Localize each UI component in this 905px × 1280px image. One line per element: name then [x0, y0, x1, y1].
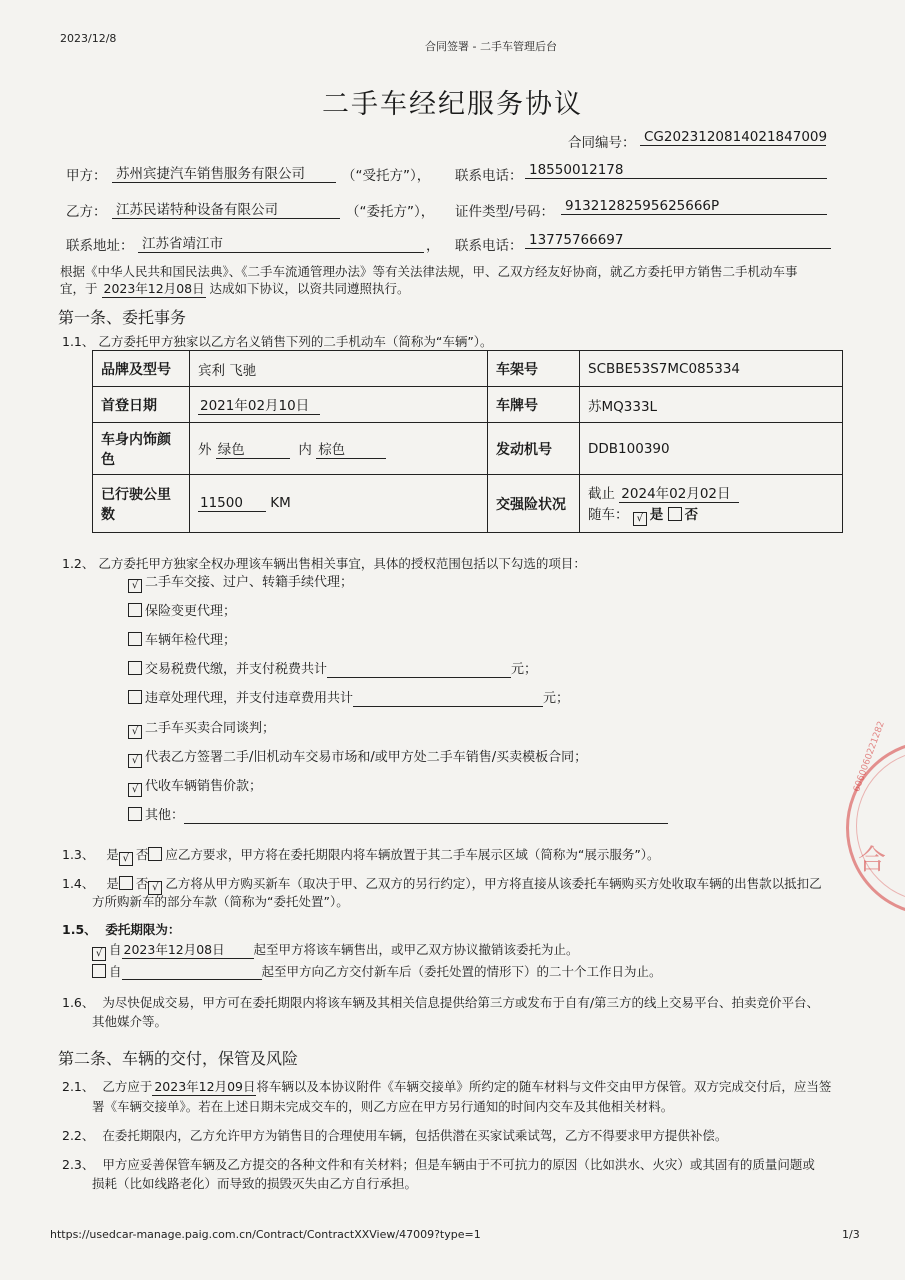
option-checkbox: √ [128, 754, 142, 768]
clause-1-6-text2: 其他媒介等。 [92, 1014, 168, 1029]
document-title: 二手车经纪服务协议 [322, 89, 583, 120]
party-b-label: 乙方： [66, 204, 107, 220]
vin-value: SCBBE53S7MC085334 [580, 351, 843, 387]
color-label: 车身内饰颜色 [93, 423, 190, 475]
term-line-2 [92, 962, 662, 980]
clause-1-1: 1.1、 乙方委托甲方独家以乙方名义销售下列的二手机动车（简称为“车辆”）。 [62, 334, 493, 349]
insurance-date: 2024年02月02日 [619, 482, 739, 503]
clause-1-3-no-label: 否 [135, 847, 149, 862]
clause-2-3-no: 2.3、 [62, 1157, 95, 1172]
term-2-pre: 自 [109, 964, 122, 979]
option-blank [184, 808, 668, 824]
authorization-option [128, 687, 569, 707]
clause-1-3-no: 1.3、 [62, 847, 95, 862]
clause-1-3-yes-checkbox: √ [119, 852, 133, 866]
option-checkbox: √ [128, 725, 142, 739]
clause-1-6-no: 1.6、 [62, 995, 95, 1010]
option-label: 其他： [145, 808, 185, 823]
clause-1-4-no-label: 否 [135, 876, 149, 891]
clause-2-1-post: 将车辆以及本协议附件《车辆交接单》所约定的随车材料与文件交由甲方保管。双方完成交付后，应当签 [256, 1079, 832, 1094]
clause-1-5-title: 委托期限为： [105, 922, 181, 937]
contact-addr-label: 联系地址： [66, 238, 134, 254]
contract-no-value: CG2023120814021847009 [640, 129, 826, 146]
exterior-prefix: 外 [198, 442, 212, 458]
option-checkbox [128, 661, 142, 675]
seal-char: 合 [858, 843, 887, 876]
authorization-option [128, 775, 262, 797]
authorization-option [128, 717, 275, 739]
clause-2-3-text1: 甲方应妥善保管车辆及乙方提交的各种文件和有关材料；但是车辆由于不可抗力的原因（比如洪水、火灾）或其固有的质量问题或 [102, 1157, 815, 1172]
intro-line1: 根据《中华人民共和国民法典》、《二手车流通管理办法》等有关法律法规，甲、乙双方经友好协商，就乙方委托甲方销售二手机动车事 [60, 264, 798, 279]
article-1-title: 第一条、委托事务 [58, 308, 187, 327]
party-a-name: 苏州宾捷汽车销售服务有限公司 [112, 162, 336, 183]
mileage-cell [190, 475, 488, 533]
intro-date: 2023年12月08日 [103, 281, 205, 296]
vehicle-info-table [92, 350, 843, 533]
clause-1-5 [62, 920, 180, 938]
clause-2-2 [62, 1126, 727, 1144]
option-checkbox [128, 690, 142, 704]
clause-1-4-yes: 是 [106, 876, 119, 891]
authorization-option [128, 600, 236, 619]
contact-phone-label: 联系电话： [455, 238, 523, 254]
insurance-no-label: 否 [684, 506, 699, 523]
party-b-name: 江苏民诺特种设备有限公司 [112, 198, 340, 219]
term-1-pre: 自 [109, 942, 122, 957]
vin-label: 车架号 [488, 351, 580, 387]
brand-value: 宾利 飞驰 [190, 351, 488, 387]
clause-2-2-no: 2.2、 [62, 1128, 95, 1143]
clause-2-1-no: 2.1、 [62, 1079, 95, 1094]
clause-1-2: 1.2、 乙方委托甲方独家全权办理该车辆出售相关事宜，具体的授权范围包括以下勾选的项目： [62, 556, 586, 571]
party-a-role: （“受托方”）， [342, 168, 431, 184]
option-checkbox: √ [128, 579, 142, 593]
term-2-post: 起至甲方向乙方交付新车后（委托处置的情形下）的二十个工作日为止。 [261, 964, 662, 979]
option-checkbox [128, 807, 142, 821]
mileage-value: 11500 [198, 495, 266, 512]
clause-1-4-text1: 乙方将从甲方购买新车（取决于甲、乙双方的另行约定），甲方将直接从该委托车辆购买方处收取车辆的出售款以抵扣乙 [165, 876, 822, 891]
brand-label: 品牌及型号 [93, 351, 190, 387]
clause-1-4-yes-checkbox [119, 876, 133, 890]
clause-1-4-no: 1.4、 [62, 876, 95, 891]
insurance-cell [580, 475, 843, 533]
option-checkbox [128, 632, 142, 646]
footer-url[interactable]: https://usedcar-manage.paig.com.cn/Contract/ContractXXView/47009?type=1 [50, 1228, 481, 1241]
clause-2-3 [62, 1155, 815, 1173]
plate-label: 车牌号 [488, 387, 580, 423]
mileage-label: 已行驶公里数 [93, 475, 190, 533]
term-1-post: 起至甲方将该车辆售出，或甲乙双方协议撤销该委托为止。 [253, 942, 579, 957]
option-blank [353, 691, 543, 707]
insurance-prefix: 截止 [588, 485, 615, 502]
clause-1-4-no-checkbox: √ [148, 881, 162, 895]
authorization-option [128, 804, 668, 824]
insurance-with-car: 随车： [588, 506, 629, 523]
insurance-no-checkbox [668, 507, 682, 521]
option-blank [327, 662, 511, 678]
authorization-option [128, 629, 236, 648]
mileage-unit: KM [270, 495, 291, 511]
contract-no-label: 合同编号： [568, 135, 636, 151]
clause-2-1-pre: 乙方应于 [102, 1079, 153, 1094]
clause-2-3-text2: 损耗（比如线路老化）而导致的损毁灭失由乙方自行承担。 [92, 1176, 418, 1191]
clause-1-6-text1: 为尽快促成交易，甲方可在委托期限内将该车辆及其相关信息提供给第三方或发布于自有/第三方的线上交易平台、拍卖竞价平台、 [102, 995, 820, 1010]
reg-date-label: 首登日期 [93, 387, 190, 423]
page-site-title: 合同签署 - 二手车管理后台 [425, 40, 557, 53]
option-label: 车辆年检代理； [145, 633, 237, 648]
option-label: 违章处理代理，并支付违章费用共计 [145, 691, 354, 706]
insurance-label: 交强险状况 [488, 475, 580, 533]
clause-1-4-text2: 方所购新车的部分车款（简称为“委托处置”）。 [92, 894, 349, 909]
contact-phone: 13775766697 [525, 232, 831, 249]
authorization-option [128, 571, 353, 593]
intro-line2 [60, 279, 410, 298]
authorization-option [128, 746, 587, 768]
party-a-phone: 18550012178 [525, 162, 827, 179]
clause-2-1 [62, 1077, 831, 1096]
option-label: 保险变更代理； [145, 604, 237, 619]
reg-date-value: 2021年02月10日 [198, 394, 320, 415]
color-cell [190, 423, 488, 475]
option-label: 二手车买卖合同谈判； [145, 721, 276, 736]
contact-sep: ， [426, 238, 440, 254]
option-checkbox: √ [128, 783, 142, 797]
term-1-date: 2023年12月08日 [122, 940, 254, 959]
party-b-role: （“委托方”）， [346, 204, 435, 220]
option-label: 交易税费代缴，并支付税费共计 [145, 662, 328, 677]
article-2-title: 第二条、车辆的交付，保管及风险 [58, 1049, 299, 1068]
term-2-checkbox [92, 964, 106, 978]
clause-1-3-no-checkbox [148, 847, 162, 861]
authorization-option [128, 658, 537, 678]
intro-line2-pre: 宜，于 [60, 281, 98, 296]
clause-2-1-line2: 署《车辆交接单》。若在上述日期未完成交车的，则乙方应在甲方另行通知的时间内交车及其他相关材料。 [92, 1099, 674, 1114]
contact-addr: 江苏省靖江市 [138, 232, 424, 253]
option-suffix: 元； [543, 691, 570, 706]
option-suffix: 元； [511, 662, 538, 677]
option-label: 代收车辆销售价款； [145, 779, 263, 794]
clause-1-3 [62, 845, 660, 866]
option-label: 二手车交接、过户、转籍手续代理； [145, 575, 354, 590]
term-1-checkbox: √ [92, 947, 106, 961]
option-checkbox [128, 603, 142, 617]
print-date: 2023/12/8 [60, 32, 117, 45]
engine-label: 发动机号 [488, 423, 580, 475]
seal-digits: 6060060221282 [852, 720, 887, 794]
clause-1-3-yes: 是 [106, 847, 119, 862]
option-label: 代表乙方签署二手/旧机动车交易市场和/或甲方处二手车销售/买卖模板合同； [145, 750, 588, 765]
footer-page-number: 1/3 [842, 1228, 860, 1241]
clause-1-3-text: 应乙方要求，甲方将在委托期限内将车辆放置于其二手车展示区域（简称为“展示服务”）。 [165, 847, 660, 862]
term-line-1 [92, 940, 579, 961]
insurance-yes-label: 是 [649, 506, 664, 523]
party-a-label: 甲方： [66, 168, 107, 184]
clause-1-6 [62, 993, 819, 1011]
engine-value: DDB100390 [580, 423, 843, 475]
clause-1-5-no: 1.5、 [62, 922, 97, 937]
interior-prefix: 内 [298, 442, 312, 458]
clause-2-2-text: 在委托期限内，乙方允许甲方为销售目的合理使用车辆，包括供潜在买家试乘试驾，乙方不得要求甲方提供补偿。 [102, 1128, 728, 1143]
interior-color: 棕色 [316, 438, 386, 459]
plate-value: 苏MQ333L [580, 387, 843, 423]
exterior-color: 绿色 [216, 438, 290, 459]
reg-date-cell [190, 387, 488, 423]
party-a-phone-label: 联系电话： [455, 168, 523, 184]
clause-2-1-date: 2023年12月09日 [154, 1079, 256, 1094]
intro-line2-post: 达成如下协议，以资共同遵照执行。 [209, 281, 410, 296]
party-b-id-value: 91321282595625666P [561, 198, 827, 215]
party-b-id-label: 证件类型/号码： [455, 204, 555, 220]
insurance-yes-checkbox: √ [633, 512, 647, 526]
